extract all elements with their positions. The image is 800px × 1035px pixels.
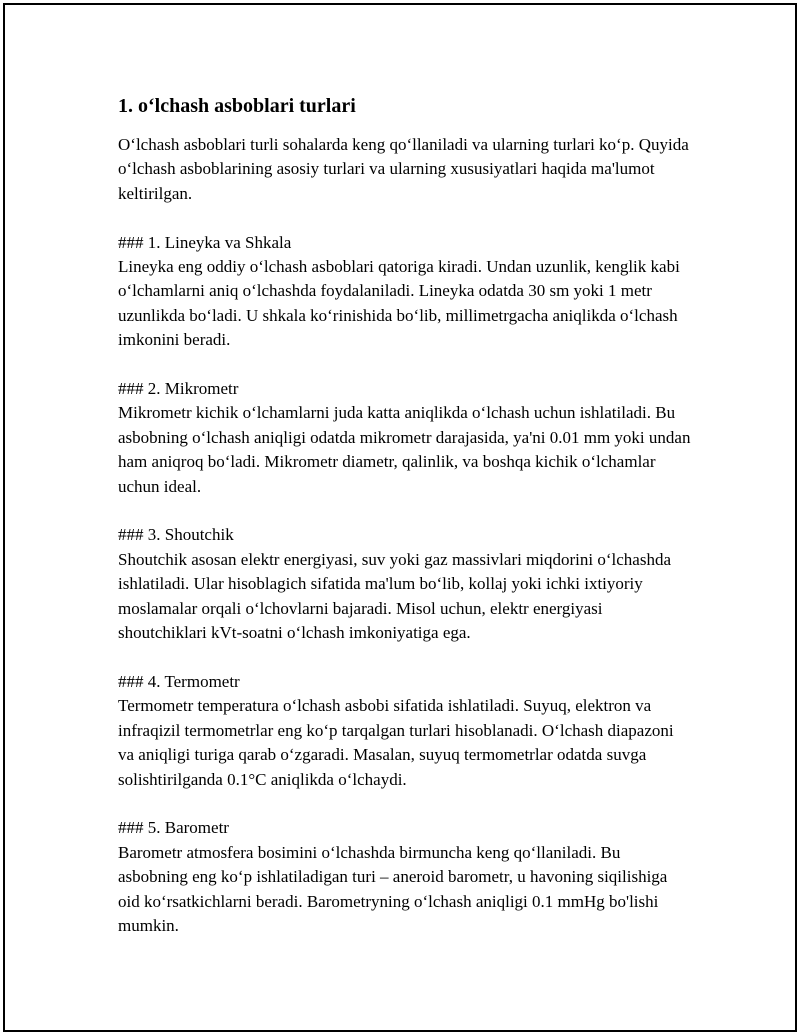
section-body-mikrometr: Mikrometr kichik o‘lchamlarni juda katta aniqlikda o‘lchash uchun ishlatiladi. Bu asbobning o‘lchash aniqligi odatda mikrometr darajasida, ya'ni 0.01 mm yoki undan ham aniqroq bo‘ladi. Mikrometr diametr, qalinlik, va boshqa kichik o‘lchamlar uchun ideal.	[118, 403, 691, 496]
section-body-lineyka: Lineyka eng oddiy o‘lchash asboblari qatoriga kiradi. Undan uzunlik, kenglik kabi o‘lchamlarni aniq o‘lchashda foydalaniladi. Lineyka odatda 30 sm yoki 1 metr uzunlikda bo‘ladi. U shkala ko‘rinishida bo‘lib, millimetrgacha aniqlikda o‘lchash imkonini beradi.	[118, 257, 680, 350]
paragraph-spacer	[118, 206, 693, 230]
section-heading-mikrometr: ### 2. Mikrometr	[118, 379, 239, 399]
section-heading-lineyka: ### 1. Lineyka va Shkala	[118, 232, 292, 252]
section-heading-shoutchik: ### 3. Shoutchik	[118, 525, 234, 545]
intro-paragraph: O‘lchash asboblari turli sohalarda keng qo‘llaniladi va ularning turlari ko‘p. Quyida o‘lchash asboblarining asosiy turlari va ularning xususiyatlari haqida ma'lumot keltirilgan.	[118, 135, 689, 203]
section-heading-termometr: ### 4. Termometr	[118, 671, 240, 691]
section-body-barometr: Barometr atmosfera bosimini o‘lchashda birmuncha keng qo‘llaniladi. Bu asbobning eng ko‘p ishlatiladigan turi – aneroid barometr, u havoning siqilishiga oid ko‘rsatkichlarni beradi. Barometryning o‘lchash aniqligi 0.1 mmHg bo'lishi mumkin.	[118, 842, 668, 935]
section-body-termometr: Termometr temperatura o‘lchash asbobi sifatida ishlatiladi. Suyuq, elektron va infraqizil termometrlar eng ko‘p tarqalgan turlari hisoblanadi. O‘lchash diapazoni va aniqligi turiga qarab o‘zgaradi. Masalan, suyuq termometrlar odatda suvga solishtirilganda 0.1°C aniqlikda o‘lchaydi.	[118, 696, 674, 789]
paragraph-spacer	[118, 792, 693, 816]
document-content	[118, 92, 693, 938]
paragraph-spacer	[118, 645, 693, 669]
section-heading-barometr: ### 5. Barometr	[118, 818, 229, 838]
section-body-shoutchik: Shoutchik asosan elektr energiyasi, suv yoki gaz massivlari miqdorini o‘lchashda ishlatiladi. Ular hisoblagich sifatida ma'lum bo‘lib, kollaj yoki ichki ixtiyoriy moslamalar orqali o‘lchovlarni bajaradi. Misol uchun, elektr energiyasi shoutchiklari kVt-soatni o‘lchash imkoniyatiga ega.	[118, 549, 672, 643]
paragraph-spacer	[118, 499, 693, 523]
document-title: 1. o‘lchash asboblari turlari	[118, 95, 356, 117]
paragraph-spacer	[118, 353, 693, 377]
